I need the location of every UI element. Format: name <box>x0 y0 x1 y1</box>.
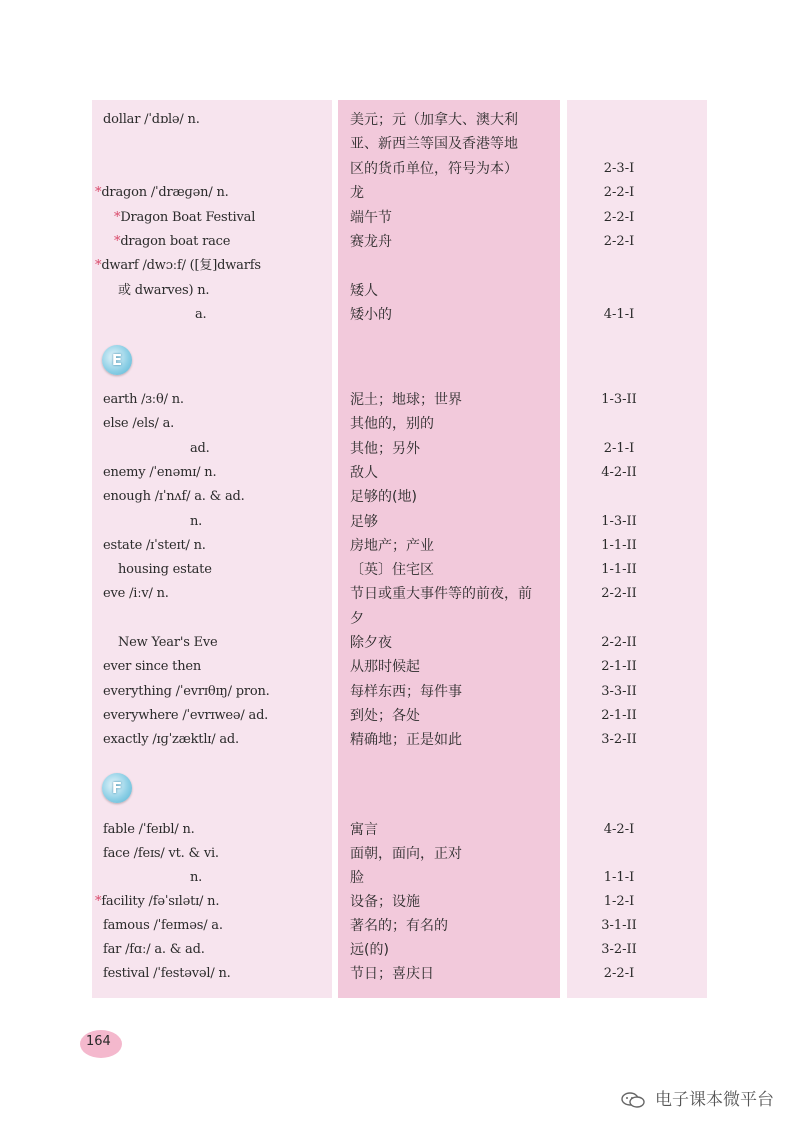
section-f-letter: F <box>111 779 123 797</box>
entry-unit: 2-1-I <box>603 440 635 456</box>
entry-word <box>95 254 261 278</box>
entry-row <box>0 914 800 938</box>
entry-unit: 2-2-I <box>603 966 635 981</box>
entry-word <box>103 962 231 986</box>
entry-word-text: exactly /ɪɡˈzæktlɪ/ ad. <box>103 732 239 748</box>
entry-word <box>103 108 200 132</box>
entry-unit: 2-3-I <box>603 160 635 176</box>
entry-unit: 2-2-II <box>601 635 637 650</box>
entry-word-text: everywhere /ˈevrɪweə/ ad. <box>103 707 269 723</box>
entry-word <box>118 558 212 582</box>
entry-row <box>0 485 800 509</box>
entry-unit: 2-2-I <box>603 234 635 249</box>
entry-word <box>195 303 206 327</box>
entry-row <box>0 437 800 461</box>
entry-unit: 4-1-I <box>603 307 635 323</box>
entry-meaning: 设备；设施 <box>350 894 420 910</box>
entry-meaning: 亚、新西兰等国及香港等地 <box>350 136 518 153</box>
entry-word <box>103 655 201 679</box>
entry-meaning: 精确地；正是如此 <box>350 732 462 749</box>
entry-unit: 3-2-II <box>601 732 637 748</box>
entry-meaning: 著名的；有名的 <box>350 918 448 934</box>
entry-row <box>0 181 800 205</box>
entry-word <box>103 485 245 509</box>
entry-meaning: 从那时候起 <box>350 659 420 676</box>
entry-row <box>0 510 800 534</box>
entry-meaning: 龙 <box>350 185 364 202</box>
entry-row <box>0 108 800 132</box>
entry-word-text: facility /fəˈsɪlətɪ/ n. <box>101 894 220 909</box>
entry-row <box>0 607 800 631</box>
entry-unit: 2-2-I <box>603 185 635 201</box>
entry-unit: 1-3-II <box>601 513 637 529</box>
entry-word <box>103 582 169 606</box>
star-marker: * <box>114 234 121 249</box>
entry-meaning: 节日或重大事件等的前夜，前 <box>350 586 532 603</box>
section-f-badge <box>102 773 132 803</box>
entry-unit: 3-1-II <box>601 918 637 933</box>
entry-word <box>118 631 218 655</box>
entry-unit: 1-1-II <box>601 562 637 578</box>
entry-word <box>103 938 205 962</box>
watermark-text: 电子课本微平台 <box>655 1090 774 1110</box>
entry-word <box>103 534 206 558</box>
entry-unit: 2-2-II <box>601 586 637 602</box>
entry-row <box>0 254 800 278</box>
entry-word-text: eve /iːv/ n. <box>103 586 169 602</box>
entry-unit: 4-2-II <box>601 464 637 480</box>
entry-unit: 2-1-II <box>601 707 637 723</box>
entry-meaning: 远(的) <box>350 942 389 958</box>
entry-row <box>0 558 800 582</box>
entry-row <box>0 582 800 606</box>
entry-meaning: 节日；喜庆日 <box>350 966 434 982</box>
entry-meaning: 敌人 <box>350 464 378 481</box>
entry-word-text: earth /ɜːθ/ n. <box>103 392 184 407</box>
entry-meaning: 足够 <box>350 513 378 530</box>
entry-word-text: Dragon Boat Festival <box>120 209 256 225</box>
entry-word-text: n. <box>190 513 203 529</box>
entry-row <box>0 842 800 866</box>
entry-word <box>114 206 255 230</box>
entry-row <box>0 132 800 156</box>
entry-meaning: 端午节 <box>350 209 392 226</box>
entry-word-text: ad. <box>190 440 210 456</box>
entry-meaning: 赛龙舟 <box>350 234 392 250</box>
entry-meaning: 除夕夜 <box>350 635 392 651</box>
entry-word-text: enough /ɪˈnʌf/ a. & ad. <box>103 489 245 505</box>
entry-unit: 3-2-II <box>601 942 637 957</box>
page-number: 164 <box>80 1030 122 1058</box>
entry-unit: 4-2-I <box>603 822 635 837</box>
star-marker: * <box>95 894 102 909</box>
entry-word-text: a. <box>195 307 207 323</box>
entry-row <box>0 230 800 254</box>
entry-unit: 1-1-II <box>601 537 637 553</box>
entry-row <box>0 866 800 890</box>
entry-word <box>114 230 230 254</box>
entry-word <box>103 388 184 412</box>
entry-row <box>0 303 800 327</box>
entry-word <box>103 728 239 752</box>
entry-word <box>95 181 229 205</box>
entry-word-text: dwarf /dwɔːf/ ([复]dwarfs <box>101 258 261 274</box>
entry-word-text: New Year's Eve <box>118 635 218 650</box>
entry-word-text: fable /ˈfeɪbl/ n. <box>103 822 195 837</box>
entry-meaning: 房地产；产业 <box>350 537 434 554</box>
entry-word-text: festival /ˈfestəvəl/ n. <box>103 966 231 981</box>
entry-meaning: 每样东西；每件事 <box>350 683 462 700</box>
section-e-letter: E <box>111 351 123 369</box>
entry-word-text: far /fɑː/ a. & ad. <box>103 942 205 957</box>
entry-word <box>118 279 209 303</box>
entry-meaning: 脸 <box>350 870 364 886</box>
entry-unit: 1-1-I <box>603 870 635 885</box>
entry-word-text: dragon boat race <box>120 234 231 249</box>
entry-row <box>0 534 800 558</box>
entry-meaning: 矮人 <box>350 282 378 299</box>
entry-word-text: everything /ˈevrɪθɪŋ/ pron. <box>103 683 270 699</box>
entry-word <box>103 914 223 938</box>
entry-row <box>0 704 800 728</box>
star-marker: * <box>95 185 102 201</box>
entry-word-text: 或 dwarves) n. <box>118 282 210 298</box>
entry-word <box>190 510 202 534</box>
entry-word <box>103 680 270 704</box>
entry-word-text: ever since then <box>103 659 202 675</box>
entry-word-text: estate /ɪˈsteɪt/ n. <box>103 537 206 553</box>
entry-meaning: 其他的，别的 <box>350 416 434 433</box>
entry-meaning: 美元；元（加拿大、澳大利 <box>350 112 518 128</box>
entry-word <box>103 818 195 842</box>
entry-row <box>0 818 800 842</box>
entry-word-text: else /els/ a. <box>103 416 175 432</box>
entry-unit: 2-2-I <box>603 209 635 225</box>
entry-word-text: face /feɪs/ vt. & vi. <box>103 846 219 861</box>
entry-meaning: 矮小的 <box>350 307 392 324</box>
entry-word-text: dollar /ˈdɒlə/ n. <box>103 112 200 127</box>
entry-meaning: 夕 <box>350 610 364 627</box>
entry-meaning: 其他；另外 <box>350 440 420 457</box>
entry-word <box>103 704 268 728</box>
section-e-badge <box>102 345 132 375</box>
entry-row <box>0 728 800 752</box>
entry-word-text: housing estate <box>118 562 212 578</box>
entry-row <box>0 631 800 655</box>
entry-word-text: enemy /ˈenəmɪ/ n. <box>103 464 217 480</box>
entry-meaning: 到处；各处 <box>350 707 420 724</box>
entry-meaning: 〔英〕住宅区 <box>350 562 434 579</box>
entry-unit: 1-3-II <box>601 392 637 407</box>
entry-meaning: 区的货币单位，符号为本） <box>350 160 518 177</box>
entry-row <box>0 388 800 412</box>
entry-word <box>95 890 219 914</box>
entry-meaning: 足够的(地) <box>350 489 417 506</box>
entry-word <box>103 842 219 866</box>
entry-row <box>0 890 800 914</box>
entry-meaning: 泥土；地球；世界 <box>350 392 462 408</box>
entry-row <box>0 962 800 986</box>
entry-unit: 1-2-I <box>603 894 635 909</box>
wechat-icon <box>620 1091 646 1109</box>
entry-row <box>0 680 800 704</box>
entry-meaning: 面朝，面向，正对 <box>350 846 462 862</box>
entry-word <box>103 412 174 436</box>
star-marker: * <box>114 209 121 225</box>
entry-word-text: famous /ˈfeɪməs/ a. <box>103 918 223 933</box>
entry-row <box>0 655 800 679</box>
watermark <box>620 1085 774 1110</box>
entry-word <box>103 461 216 485</box>
entry-unit: 2-1-II <box>601 659 637 675</box>
entry-row <box>0 412 800 436</box>
entry-word <box>190 437 210 461</box>
entry-meaning: 寓言 <box>350 822 378 838</box>
entry-row <box>0 157 800 181</box>
entry-row <box>0 461 800 485</box>
entry-row <box>0 938 800 962</box>
entry-unit: 3-3-II <box>601 683 637 699</box>
star-marker: * <box>95 258 102 274</box>
entry-word <box>190 866 202 890</box>
entry-word-text: n. <box>190 870 203 885</box>
entry-word-text: dragon /ˈdræɡən/ n. <box>101 185 229 201</box>
entry-row <box>0 206 800 230</box>
entry-row <box>0 279 800 303</box>
